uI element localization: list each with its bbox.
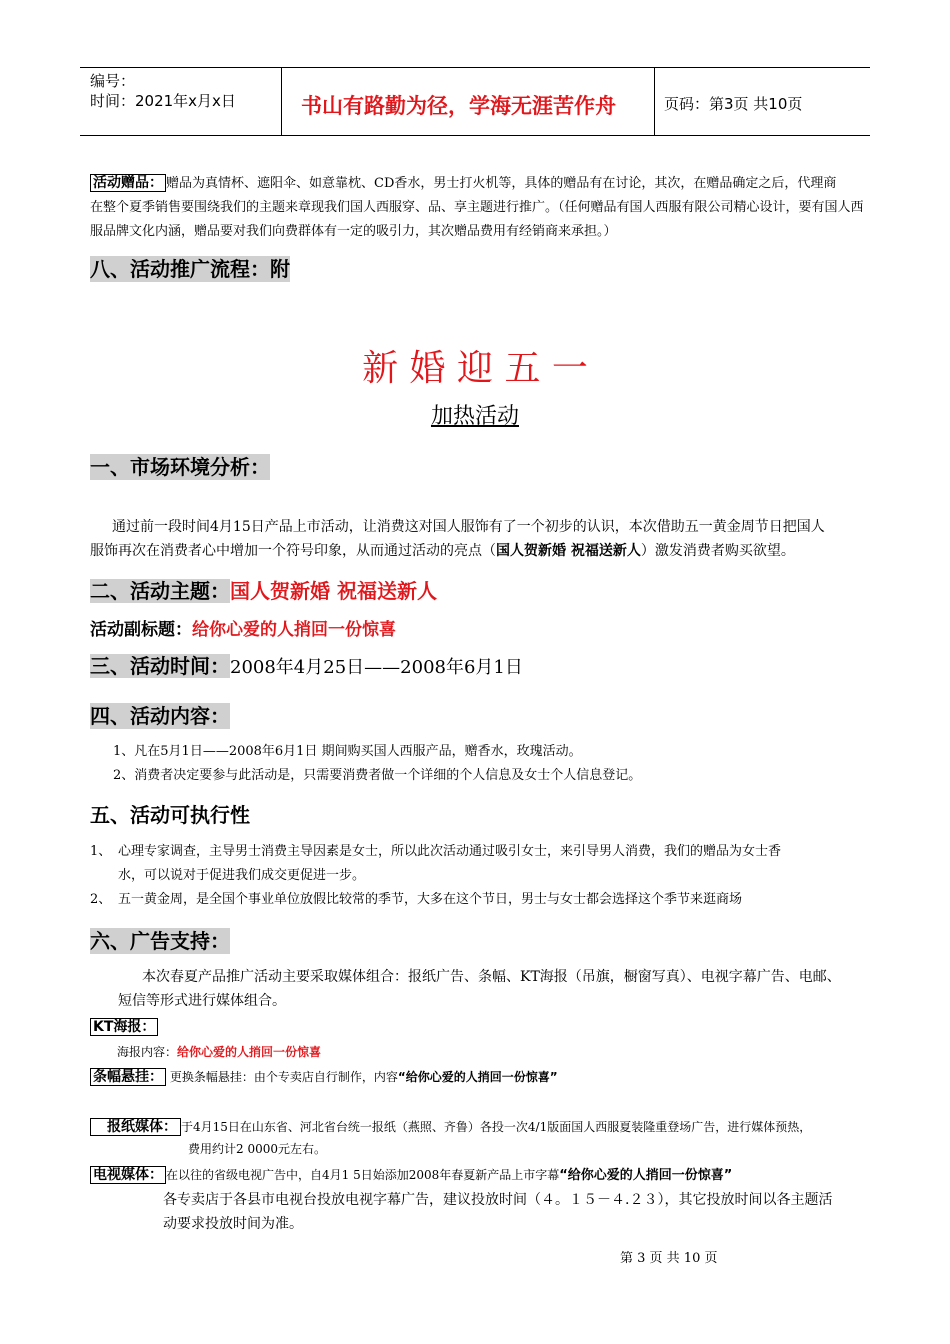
item-continuation: 水，可以说对于促进我们成交更促进一步。	[118, 868, 366, 883]
intro-line2: 短信等形式进行媒体组合。	[118, 993, 286, 1009]
gift-label: 活动赠品：	[90, 174, 166, 192]
banner-quote: “给你心爱的人捎回一份惊喜”	[397, 1070, 558, 1084]
section-3-row	[90, 653, 523, 679]
subtitle-row	[90, 618, 396, 642]
item-text: 五一黄金周，是全国个事业单位放假比较常的季节，大多在这个节日，男士与女士都会选择这个季节来逛商场	[118, 892, 743, 907]
page-subtitle	[0, 402, 950, 432]
section-4-heading: 四、活动内容：	[90, 704, 230, 728]
subtitle-text: 加热活动	[430, 404, 519, 429]
header-bottom-rule	[80, 135, 870, 136]
s1-line2-pre: 服饰再次在消费者心中增加一个符号印象，从而通过活动的亮点（	[90, 543, 496, 559]
gift-line1: 赠品为真情杯、遮阳伞、如意靠枕、CD香水，男士打火机等，具体的赠品有在讨论，其次，在赠品确定之后，代理商	[166, 176, 837, 191]
sub-theme-value: 给你心爱的人捎回一份惊喜	[192, 620, 396, 640]
header-top-rule	[80, 67, 870, 68]
page-title: 新 婚 迎 五 一	[362, 348, 588, 389]
tv-line2: 各专卖店于各县市电视台投放电视字幕广告，建议投放时间（４。１５－４.２３），其它投放时间以各主题活	[163, 1192, 833, 1208]
item-number: 2、	[90, 892, 112, 907]
header-number: 编号：	[90, 72, 136, 90]
section-6-intro	[90, 965, 875, 1013]
tv-line3: 动要求投放时间为准。	[163, 1216, 303, 1232]
list-item	[90, 840, 870, 864]
banner-text: 更换条幅悬挂：由个专卖店自行制作，内容	[169, 1070, 398, 1084]
item-text: 心理专家调查，主导男士消费主导因素是女士，所以此次活动通过吸引女士，来引导男人消费，我们的赠品为女士香	[118, 844, 782, 859]
banner-label: 条幅悬挂：	[90, 1068, 166, 1086]
header-divider	[281, 67, 282, 135]
page-footer: 第 3 页 共 10 页	[620, 1251, 718, 1266]
tv-line1: 在以往的省级电视广告中，自4月1 5日始添加2008年春夏新产品上市字幕	[166, 1168, 560, 1182]
list-item	[90, 888, 870, 912]
kt-poster-label-wrap	[90, 1017, 158, 1037]
header-divider	[654, 67, 655, 135]
section-4-list	[113, 740, 873, 788]
section-3-value: 2008年4月25日——2008年6月1日	[230, 657, 523, 678]
section-5-list	[90, 840, 870, 912]
s1-line2-bold: 国人贺新婚 祝福送新人	[496, 543, 641, 559]
section-1-body	[90, 515, 870, 563]
s1-line2-post: ）激发消费者购买欲望。	[640, 543, 795, 559]
tv-quote: “给你心爱的人捎回一份惊喜”	[559, 1168, 733, 1183]
section-2-theme: 国人贺新婚 祝福送新人	[230, 579, 437, 603]
header-page-number: 页码：第3页 共10页	[664, 95, 803, 113]
tv-body	[163, 1188, 873, 1236]
header-time: 时间：2021年x月x日	[90, 92, 236, 110]
tv-row	[90, 1164, 880, 1187]
section-2-heading-row	[90, 578, 437, 604]
list-item: 1、凡在5月1日——2008年6月1日 期间购买国人西服产品，赠香水，玫瑰活动。	[113, 744, 582, 759]
s1-line1: 通过前一段时间4月15日产品上市活动，让消费这对国人服饰有了一个初步的认识，本次借助五一黄金周节日把国人	[112, 519, 825, 535]
newspaper-label: 报纸媒体：	[90, 1118, 181, 1136]
gift-line2: 在整个夏季销售要围绕我们的主题来章现我们国人西服穿、品、享主题进行推广。（任何赠品有国人西服有限公司精心设计，要有国人西	[90, 200, 864, 215]
section-3-heading: 三、活动时间：	[90, 654, 230, 678]
section-8-heading: 八、活动推广流程：附	[90, 257, 290, 281]
gift-line3: 服品牌文化内涵，赠品要对我们向费群体有一定的吸引力，其次赠品费用有经销商来承担。）	[90, 224, 617, 239]
list-item: 2、消费者决定要参与此活动是，只需要消费者做一个详细的个人信息及女士个人信息登记。	[113, 768, 642, 783]
kt-poster-label: KT海报：	[90, 1018, 158, 1036]
tv-label: 电视媒体：	[90, 1166, 166, 1184]
kt-content-value: 给你心爱的人捎回一份惊喜	[177, 1045, 322, 1059]
newspaper-row	[90, 1116, 880, 1160]
gift-paragraph	[90, 171, 870, 244]
item-number: 1、	[90, 844, 112, 859]
section-6-heading: 六、广告支持：	[90, 929, 230, 953]
kt-poster-content	[117, 1042, 321, 1062]
newspaper-line1: 于4月15日在山东省、河北省台统一报纸（燕照、齐鲁）各投一次4/1版面国人西服夏装隆重登场广告，进行媒体预热，	[181, 1120, 812, 1134]
newspaper-line2: 费用约计2 0000元左右。	[188, 1142, 326, 1156]
banner-row	[90, 1067, 558, 1087]
kt-content-label: 海报内容：	[117, 1045, 178, 1059]
section-5-heading: 五、活动可执行性	[90, 803, 250, 827]
sub-theme-label: 活动副标题：	[90, 620, 192, 640]
section-1-heading: 一、市场环境分析：	[90, 455, 270, 479]
intro-line1: 本次春夏产品推广活动主要采取媒体组合：报纸广告、条幅、KT海报（吊旗，橱窗写真）、电视字幕广告、电邮、	[142, 969, 841, 985]
header-motto: 书山有路勤为径，学海无涯苦作舟	[301, 94, 616, 118]
section-2-heading: 二、活动主题：	[90, 579, 230, 603]
